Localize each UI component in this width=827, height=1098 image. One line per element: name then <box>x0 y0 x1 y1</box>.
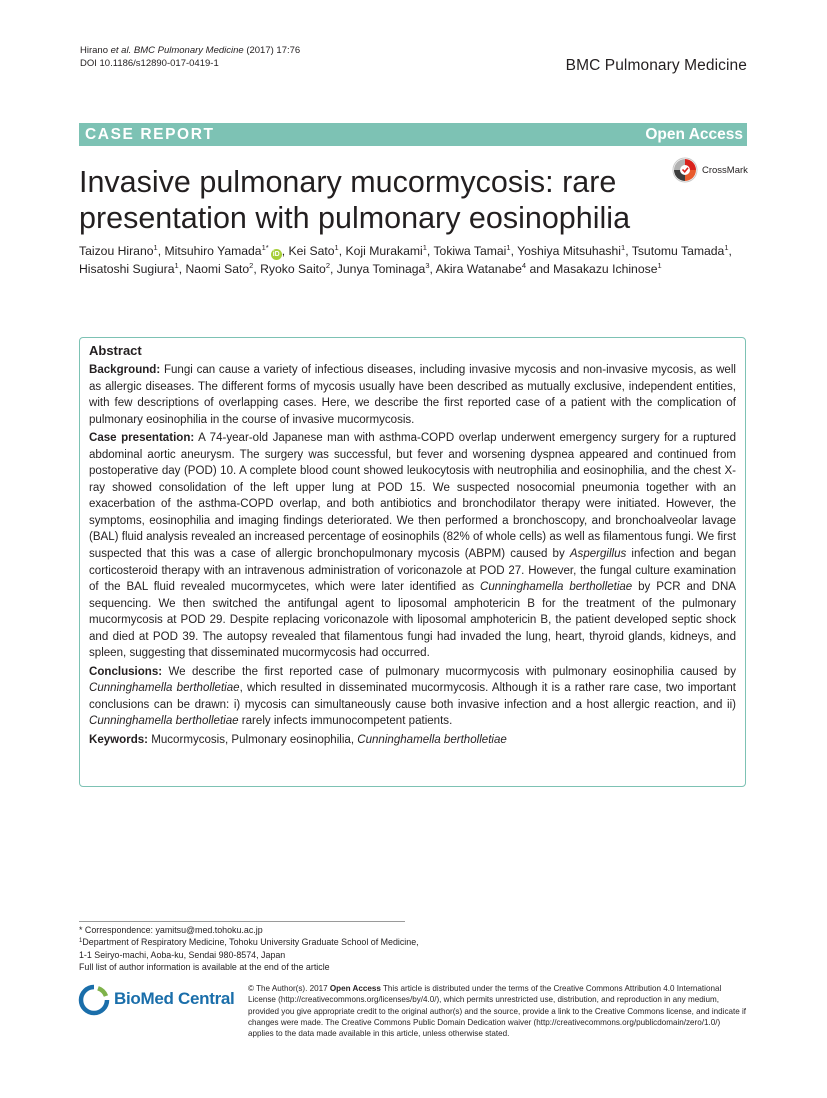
abstract-background: Background: Fungi can cause a variety of infectious diseases, including invasive mycosis and non-invasive mycosis, as well as allergic diseases. The different forms of mycosis usually have been described as mutually exclusive, independent entities, with few descriptions of overlapping cases. Here, we describe the first reported case of a patient with the complication of pulmonary eosinophilia in the course of invasive mucormycosis. <box>89 364 736 426</box>
author-separator: , <box>253 261 261 276</box>
author-name[interactable]: and Masakazu Ichinose <box>529 261 658 276</box>
affiliation-marker: 1 <box>657 260 662 270</box>
affiliation-marker: 2 <box>325 260 331 270</box>
abstract-box <box>79 337 746 787</box>
author-name[interactable]: Taizou Hirano <box>79 244 154 258</box>
crossmark-icon <box>672 157 698 183</box>
license-statement: © The Author(s). 2017 Open Access This article is distributed under the terms of the Creative Commons Attribution 4.0 International License (http://creativecommons.org/licenses/by/4.0/), which permits unrestricted use, distribution, and reproduction in any medium, provided you give appropriate credit to the original author(s) and the source, provide a link to the Creative Commons license, and indicate if changes were made. The Creative Commons Public Domain Dedication waiver (http://creativecommons.org/publicdomain/zero/1.0/) applies to the data made available in this article, unless otherwise stated. <box>248 984 747 1039</box>
affiliation-marker: 1 <box>334 243 339 252</box>
author-separator: , <box>510 244 518 258</box>
author-separator: , <box>338 244 346 258</box>
author-separator: , <box>429 261 436 276</box>
affiliation-marker: 1 <box>174 260 179 270</box>
author-separator: , <box>178 261 186 276</box>
affiliation-marker: 2 <box>249 260 254 270</box>
author-name[interactable]: Ryoko Saito <box>260 261 326 276</box>
author-name[interactable]: Mitsuhiro Yamada <box>164 244 262 258</box>
doi-line[interactable]: DOI 10.1186/s12890-017-0419-1 <box>80 58 219 69</box>
author-separator: , <box>426 244 434 258</box>
affiliation-marker: 3 <box>425 260 430 270</box>
author-separator: , <box>157 244 165 258</box>
author-separator: , <box>625 244 632 258</box>
author-name[interactable]: Kei Sato <box>288 244 335 258</box>
orcid-icon[interactable]: iD <box>272 251 280 258</box>
author-info-note: Full list of author information is available at the end of the article <box>79 961 330 972</box>
journal-name: BMC Pulmonary Medicine <box>565 57 747 74</box>
abstract-conclusions: Conclusions: We describe the first reported case of pulmonary mucormycosis with pulmonary eosinophilia caused by Cunninghamella bertholletiae, which resulted in disseminated mucormycosis. Although it is a rather rare case, two important conclusions can be drawn: i) mycosis can simultaneously cause both invasive infection and a host allergic reaction, and ii) Cunninghamella bertholletiae rarely infects immunocompetent patients. <box>89 665 736 728</box>
author-name[interactable]: Hisatoshi Sugiura <box>79 261 175 276</box>
crossmark-badge[interactable] <box>672 157 752 185</box>
author-name[interactable]: Naomi Sato <box>185 261 250 276</box>
article-title: Invasive pulmonary mucormycosis: rare presentation with pulmonary eosinophilia <box>79 165 631 235</box>
author-name[interactable]: Junya Tominaga <box>336 261 426 276</box>
affiliation-1: $^1$Department of Respiratory Medicine, Tohoku University Graduate School of Medicine, 1-1 Seiryo-machi, Aoba-ku, Sendai 980-8574, Japan <box>79 937 419 960</box>
affiliation-marker: 1 <box>506 243 511 252</box>
article-type-banner <box>79 123 747 146</box>
affiliation-marker: 1 <box>153 243 158 252</box>
correspondence-email[interactable]: * Correspondence: yamitsu@med.tohoku.ac.jp <box>79 925 263 935</box>
abstract-heading: Abstract <box>89 343 142 358</box>
abstract-case-presentation: Case presentation: A 74-year-old Japanese man with asthma-COPD overlap underwent emergency surgery for a ruptured abdominal aortic aneurysm. The surgery was successful, but fever and worsening dyspnea appeared and continued from postoperative day (POD) 10. A complete blood count showed leukocytosis with neutrophilia and eosinophilia, and the chest X-ray showed consolidation of the left upper lung at POD 15. We suspected nosocomial pneumonia together with an exacerbation of the asthma-COPD overlap, and both antibiotics and bronchodilator therapy were initiated. However, the symptoms, eosinophilia and imaging findings deteriorated. We then performed a bronchoscopy, and bronchoalveolar lavage (BAL) fluid analysis revealed an increased percentage of eosinophils (82% of whole cells) as well as filamentous fungi. We first suspected that this was a case of allergic bronchopulmonary mycosis (ABPM) caused by Aspergillus infection and began corticosteroid therapy with an intravenous administration of voriconazole at POD 27. However, the fungal culture examination of the BAL fluid revealed mucormycetes, which were later identified as Cunninghamella bertholletiae by PCR and DNA sequencing. We then switched the antifungal agent to liposomal amphotericin B for the treatment of the pulmonary mucormycosis at POD 29. Despite replacing voriconazole with liposomal amphotericin B, the patient developed septic shock and died at POD 39. The autopsy revealed that filamentous fungi had invaded the lung, heart, thyroid glands, kidneys, and spleen, suggesting that disseminated mucormycosis had occurred. <box>89 432 736 660</box>
author-name[interactable]: Tsutomu Tamada <box>631 244 725 258</box>
article-type-label: CASE REPORT <box>85 126 215 143</box>
author-name[interactable]: Yoshiya Mitsuhashi <box>517 244 622 258</box>
affiliation-marker: 1 <box>422 243 427 252</box>
affiliation-marker: 1 <box>724 243 729 252</box>
crossmark-label: CrossMark <box>702 165 748 176</box>
author-separator: , <box>281 244 289 258</box>
author-name[interactable]: Tokiwa Tamai <box>433 244 507 258</box>
biomed-central-logo-icon <box>78 984 110 1016</box>
biomed-central-wordmark: BioMed Central <box>114 989 235 1008</box>
affiliation-marker: 4 <box>521 260 527 270</box>
footnote-divider <box>79 921 405 922</box>
open-access-label: Open Access <box>645 126 743 143</box>
running-header <box>80 44 300 70</box>
footnotes <box>79 924 419 973</box>
author-list <box>79 243 749 278</box>
abstract-keywords: Keywords: Mucormycosis, Pulmonary eosinophilia, Cunninghamella bertholletiae <box>89 734 507 747</box>
biomed-central-logo[interactable] <box>78 984 238 1018</box>
author-separator: , <box>728 244 732 258</box>
affiliation-marker: 1 <box>621 243 626 252</box>
affiliation-marker: 1* <box>261 243 269 252</box>
author-name[interactable]: Akira Watanabe <box>435 261 522 276</box>
author-name[interactable]: Koji Murakami <box>345 244 423 258</box>
author-separator: , <box>330 261 337 276</box>
citation-line: Hirano et al. BMC Pulmonary Medicine (2017) 17:76 <box>80 45 301 56</box>
